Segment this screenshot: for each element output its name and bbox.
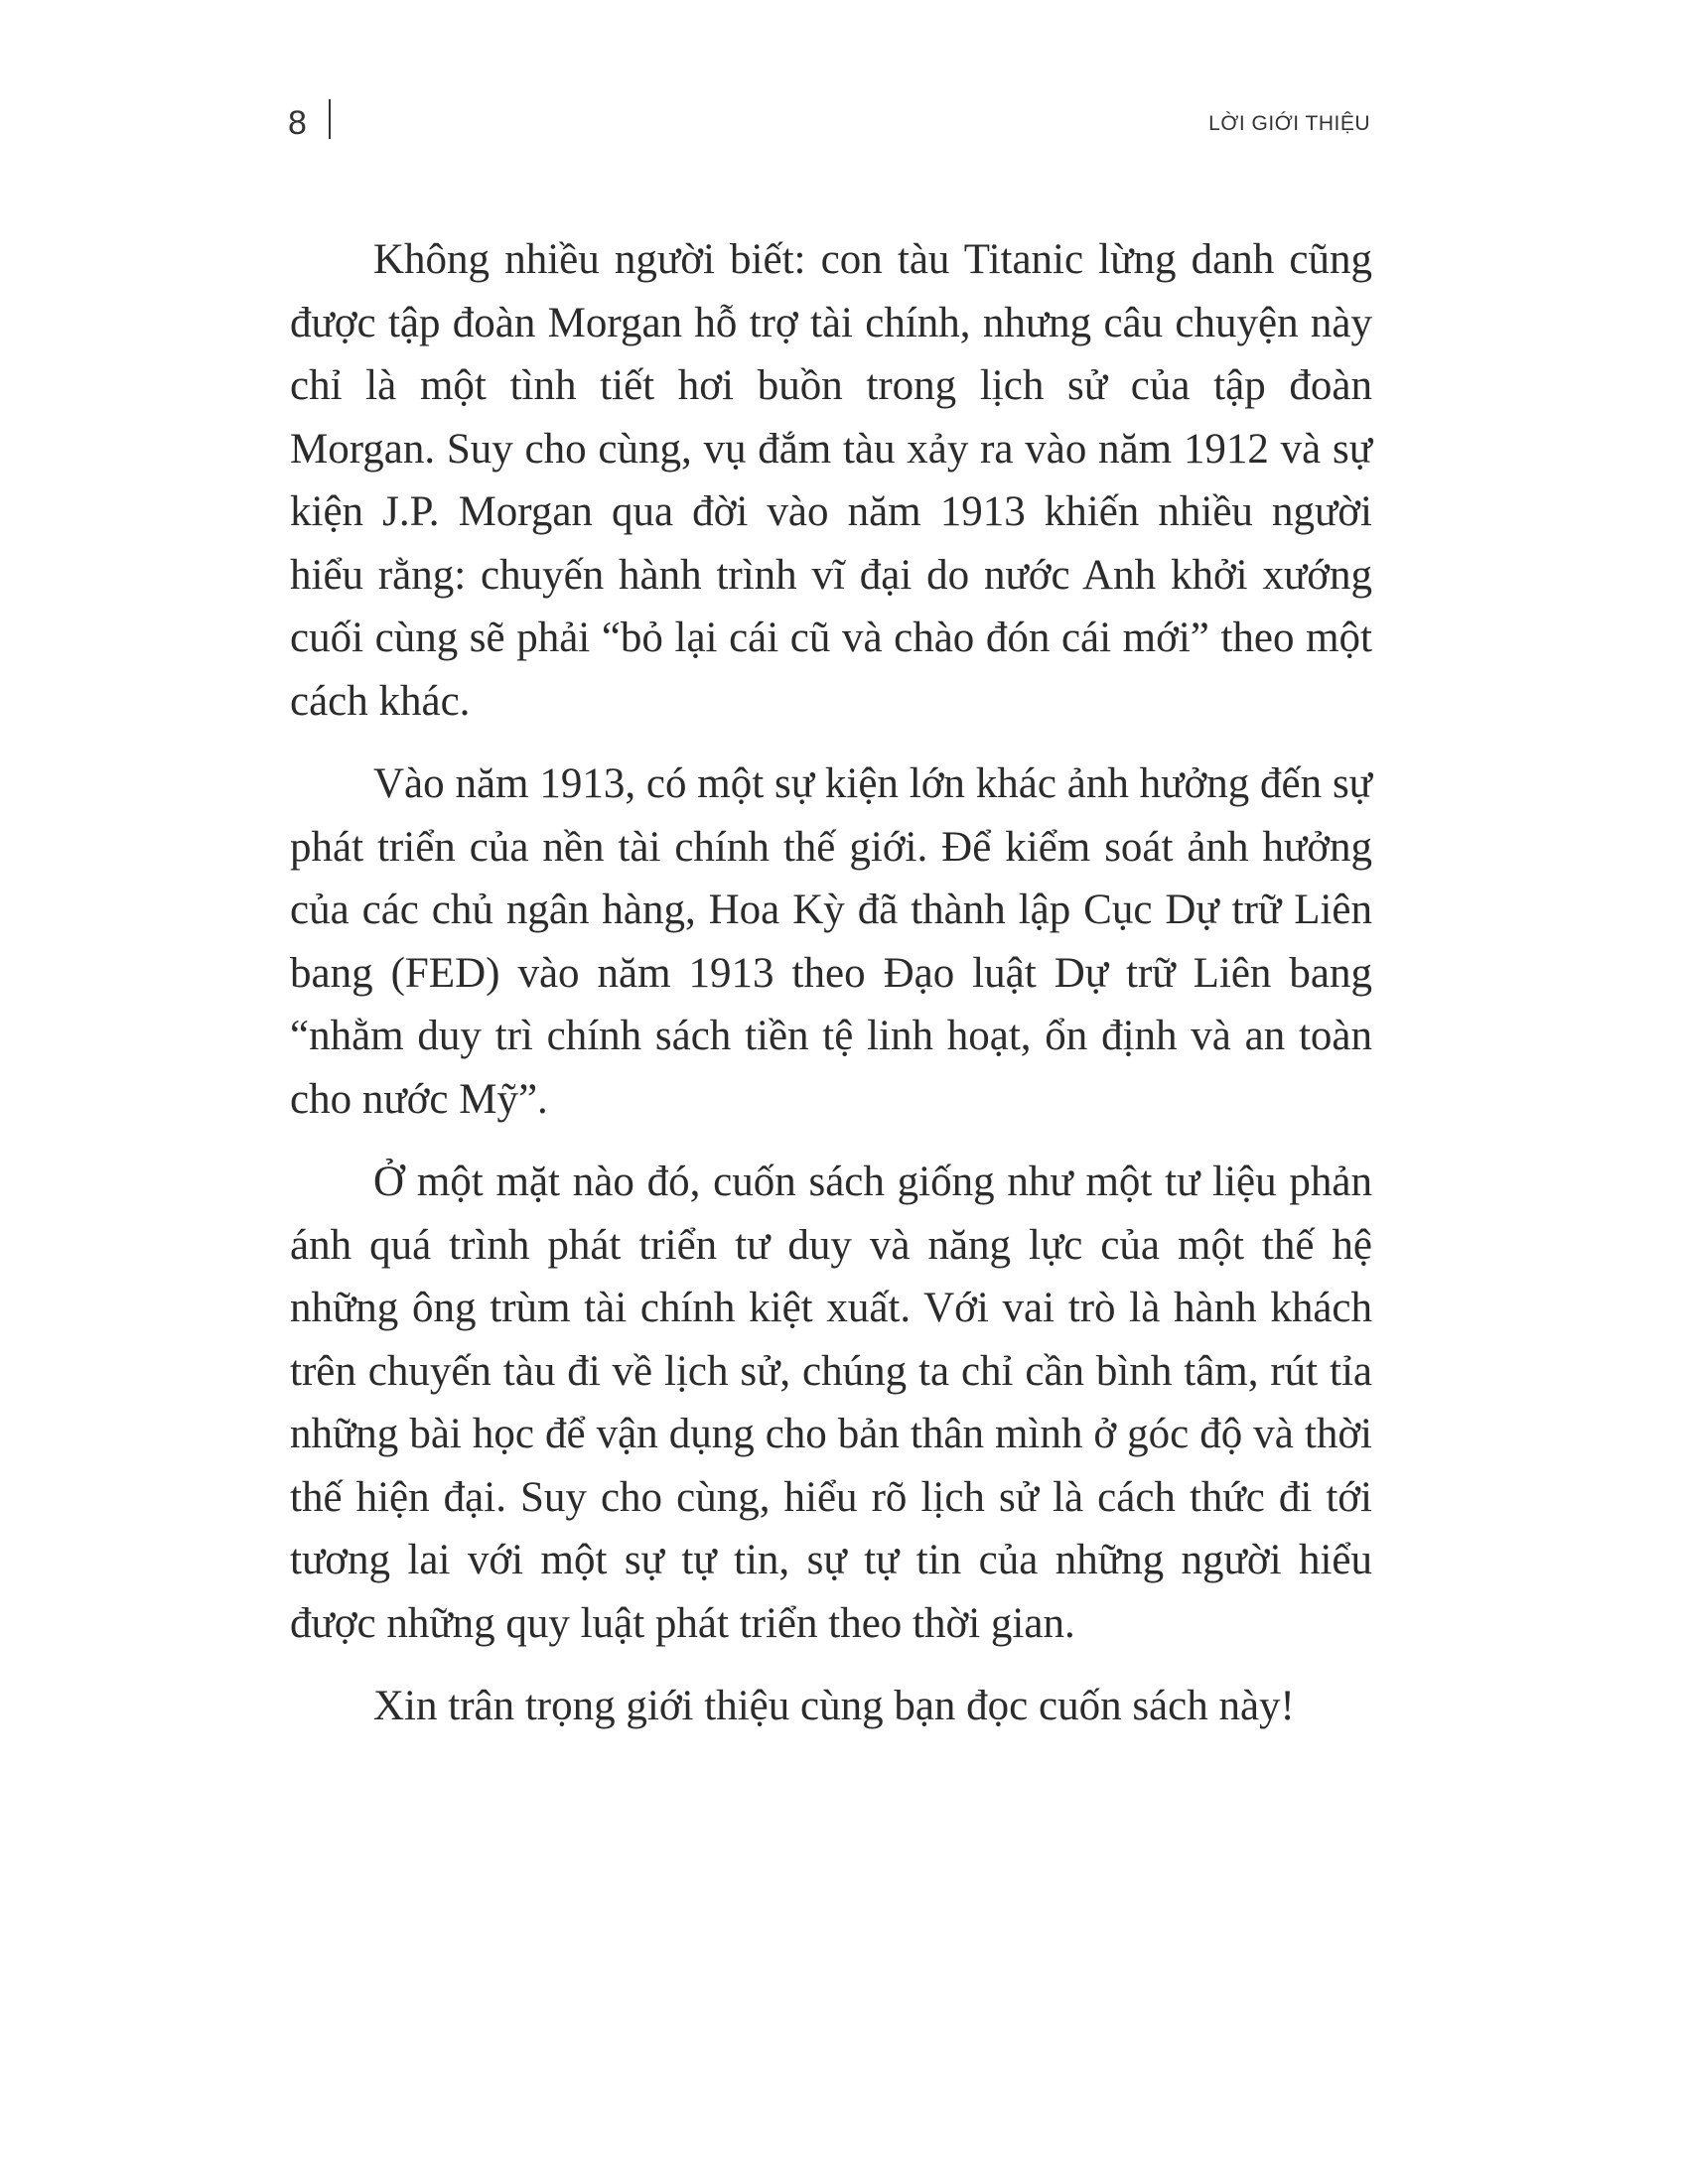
running-head: LỜI GIỚI THIỆU (1208, 112, 1370, 135)
header-divider (329, 99, 331, 139)
paragraph: Xin trân trọng giới thiệu cùng bạn đọc cuốn sách này! (373, 1683, 1295, 1729)
paragraph: Vào năm 1913, có một sự kiện lớn khác ảnh hưởng đến sự phát triển của nền tài chính thế giới. Để kiểm soát ảnh hưởng của các chủ ngân hàng, Hoa Kỳ đã thành lập Cục Dự trữ Liên bang (FED) vào năm 1913 theo Đạo luật Dự trữ Liên bang “nhằm duy trì chính sách tiền tệ linh hoạt, ổn định và an toàn cho nước Mỹ”. (290, 760, 1372, 1123)
paragraph: Không nhiều người biết: con tàu Titanic lừng danh cũng được tập đoàn Morgan hỗ trợ tài chính, nhưng câu chuyện này chỉ là một tình tiết hơi buồn trong lịch sử của tập đoàn Morgan. Suy cho cùng, vụ đắm tàu xảy ra vào năm 1912 và sự kiện J.P. Morgan qua đời vào năm 1913 khiến nhiều người hiểu rằng: chuyến hành trình vĩ đại do nước Anh khởi xướng cuối cùng sẽ phải “bỏ lại cái cũ và chào đón cái mới” theo một cách khác. (290, 236, 1372, 725)
paragraph: Ở một mặt nào đó, cuốn sách giống như một tư liệu phản ánh quá trình phát triển tư duy và năng lực của một thế hệ những ông trùm tài chính kiệt xuất. Với vai trò là hành khách trên chuyến tàu đi về lịch sử, chúng ta chỉ cần bình tâm, rút tỉa những bài học để vận dụng cho bản thân mình ở góc độ và thời thế hiện đại. Suy cho cùng, hiểu rõ lịch sử là cách thức đi tới tương lai với một sự tự tin, sự tự tin của những người hiểu được những quy luật phát triển theo thời gian. (290, 1159, 1372, 1647)
page-number: 8 (288, 104, 307, 142)
page-header (0, 99, 1688, 149)
body-text (290, 228, 1372, 1758)
